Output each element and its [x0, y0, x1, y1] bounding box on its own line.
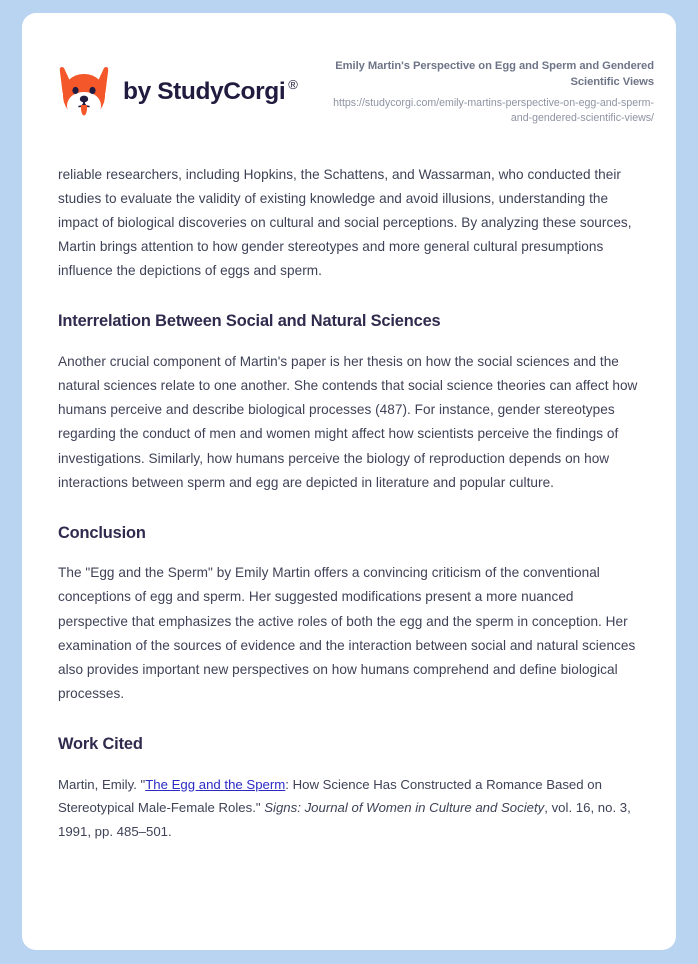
citation-entry [58, 773, 640, 844]
document-body [22, 163, 676, 844]
section-heading-conclusion: Conclusion [58, 523, 146, 542]
section-heading-interrelation: Interrelation Between Social and Natural Sciences [58, 312, 441, 331]
citation-details: , vol. 16, no. 3, 1991, pp. 485–501. [58, 800, 631, 840]
page-url: https://studycorgi.com/emily-martins-perspective-on-egg-and-sperm-and-gendered-scientific-views/ [333, 96, 654, 125]
brand-name: by StudyCorgi [123, 77, 286, 105]
citation-title-rest: : How Science Has Constructed a Romance Based on Stereotypical Male-Female Roles." [58, 776, 602, 816]
page-title: Emily Martin's Perspective on Egg and Sperm and Gendered Scientific Views [335, 60, 654, 88]
document-page-card [22, 13, 676, 950]
citation-author: Martin, Emily. " [58, 776, 146, 792]
section-paragraph-conclusion: The "Egg and the Sperm" by Emily Martin offers a convincing criticism of the conventional conceptions of egg and sperm. Her suggested modifications present a more nuanced perspective that emphasizes the active roles of both the egg and the sperm in conception. Her examination of the sources of evidence and the interaction between social and natural sciences also provides important new perspectives on how humans comprehend and define biological processes. [58, 565, 636, 702]
citation-journal: Signs: Journal of Women in Culture and Society [264, 800, 545, 816]
registered-trademark-icon: ® [288, 76, 298, 92]
intro-paragraph: reliable researchers, including Hopkins, the Schattens, and Wassarman, who conducted their studies to evaluate the validity of existing knowledge and avoid illusions, understanding the impact of biological discoveries on cultural and social perceptions. By analyzing these sources, Martin brings attention to how gender stereotypes and more general cultural presumptions influence the depictions of eggs and sperm. [58, 166, 632, 279]
header-meta [324, 57, 654, 127]
section-heading-work-cited: Work Cited [58, 735, 143, 754]
corgi-logo-icon [58, 65, 110, 119]
brand-wordmark [123, 76, 298, 105]
section-paragraph-interrelation: Another crucial component of Martin's paper is her thesis on how the social sciences and the natural sciences relate to one another. She contends that social science theories can affect how humans perceive and describe biological processes (487). For instance, gender stereotypes regarding the conduct of men and women might affect how scientists perceive the findings of investigations. Similarly, how humans perceive the biology of reproduction depends on how interactions between sperm and egg are depicted in literature and popular culture. [58, 353, 638, 490]
document-header [22, 13, 676, 127]
studycorgi-brand[interactable] [58, 57, 298, 119]
citation-source-link[interactable]: The Egg and the Sperm [145, 776, 286, 792]
